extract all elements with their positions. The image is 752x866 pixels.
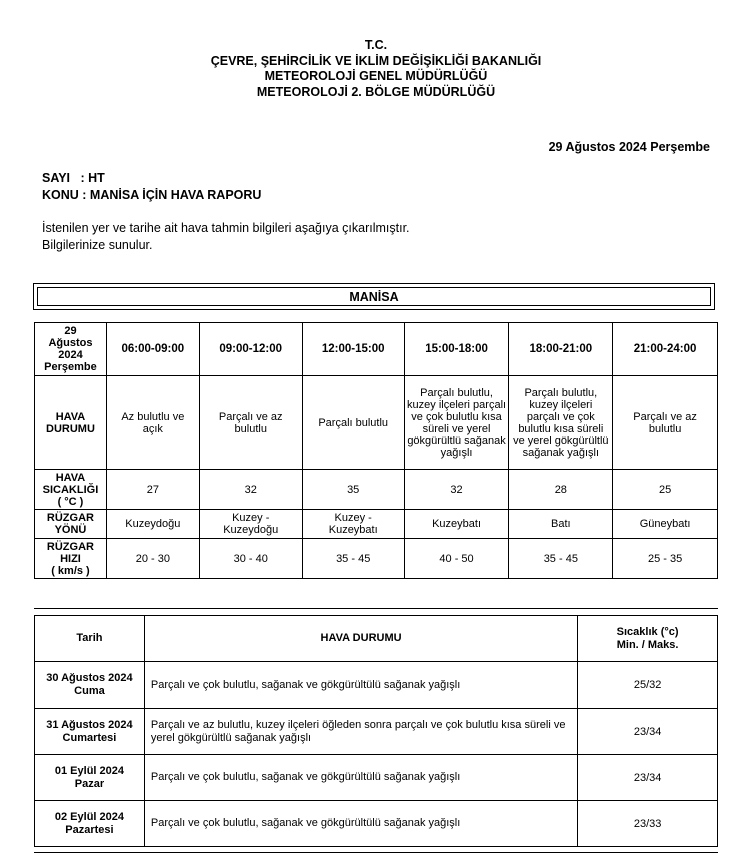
weather-description: Parçalı ve çok bulutlu, sağanak ve gökgürültülü sağanak yağışlı [144, 755, 577, 801]
table-row [35, 470, 718, 510]
wind-dir-cell: Kuzeydoğu [106, 510, 199, 539]
period-header: 06:00-09:00 [106, 323, 199, 376]
wind-dir-cell: Kuzeybatı [404, 510, 509, 539]
table-row [35, 616, 718, 662]
sayi-line: SAYI : HT [42, 171, 105, 185]
wind-speed-row-label [35, 539, 107, 579]
day-text: Cuma [74, 685, 105, 697]
header-line-directorate: METEOROLOJİ GENEL MÜDÜRLÜĞÜ [264, 69, 488, 83]
day-text: Cumartesi [62, 731, 117, 744]
temp-range: 23/33 [578, 801, 718, 847]
wind-dir-row-label [35, 510, 107, 539]
date-cell [35, 801, 145, 847]
weather-cell: Parçalı bulutlu [302, 376, 404, 470]
weather-cell: Az bulutlu ve açık [106, 376, 199, 470]
intro-text [42, 220, 410, 254]
table-row [35, 662, 718, 709]
label-line: DURUMU [46, 422, 95, 435]
intro-line-1: İstenilen yer ve tarihe ait hava tahmin bilgileri aşağıya çıkarılmıştır. [42, 221, 410, 235]
label-line: ( km/s ) [51, 564, 90, 577]
section-divider [34, 608, 718, 609]
date-column-header: Tarih [35, 616, 145, 662]
corner-month: Ağustos [48, 337, 93, 349]
date-text: 30 Ağustos 2024 [46, 672, 133, 684]
label-line: HAVA [55, 471, 86, 484]
header-line-regional: METEOROLOJİ 2. BÖLGE MÜDÜRLÜĞÜ [256, 84, 496, 99]
temp-cell: 35 [302, 470, 404, 510]
corner-year: 2024 [58, 349, 83, 361]
date-cell [35, 755, 145, 801]
header-line-tc: T.C. [364, 38, 388, 52]
weather-cell: Parçalı ve az bulutlu [613, 376, 718, 470]
temp-cell: 25 [613, 470, 718, 510]
period-header: 21:00-24:00 [613, 323, 718, 376]
weather-cell: Parçalı bulutlu, kuzey ilçeleri parçalı ve çok bulutlu kısa süreli ve yerel gökgürültlü sağanak yağışlı [509, 376, 613, 470]
weather-row-label [35, 376, 107, 470]
table-row [35, 510, 718, 539]
wind-speed-cell: 20 - 30 [106, 539, 199, 579]
weather-description: Parçalı ve çok bulutlu, sağanak ve gökgürültülü sağanak yağışlı [144, 662, 577, 709]
weather-column-header: HAVA DURUMU [144, 616, 577, 662]
date-cell [35, 662, 145, 709]
wind-speed-cell: 25 - 35 [613, 539, 718, 579]
daily-forecast-table [34, 615, 718, 847]
city-title: MANİSA [37, 287, 711, 306]
date-text: 01 Eylül 2024 [54, 764, 124, 777]
temp-header-line: Sıcaklık (°c) [616, 625, 679, 638]
temp-range: 25/32 [578, 662, 718, 709]
weather-cell: Parçalı ve az bulutlu [199, 376, 302, 470]
hourly-forecast-table [34, 322, 718, 579]
city-title-box [33, 283, 715, 310]
label-line: RÜZGAR [46, 512, 94, 524]
temp-cell: 32 [199, 470, 302, 510]
wind-dir-cell: Güneybatı [613, 510, 718, 539]
temp-range: 23/34 [578, 755, 718, 801]
label-line: ( °C ) [57, 495, 84, 508]
weather-description: Parçalı ve çok bulutlu, sağanak ve gökgürültülü sağanak yağışlı [144, 801, 577, 847]
period-header: 15:00-18:00 [404, 323, 509, 376]
label-line: YÖNÜ [54, 524, 87, 536]
header-line-ministry: ÇEVRE, ŞEHİRCİLİK VE İKLİM DEĞİŞİKLİĞİ BAKANLIĞI [210, 53, 542, 68]
label-line: SICAKLIĞI [42, 483, 99, 496]
konu-line: KONU : MANİSA İÇİN HAVA RAPORU [42, 188, 262, 202]
table-row [35, 539, 718, 579]
corner-weekday: Perşembe [44, 361, 97, 373]
intro-line-2: Bilgilerinize sunulur. [42, 238, 153, 252]
date-text: 02 Eylül 2024 [54, 810, 124, 823]
table-row [35, 709, 718, 755]
bottom-divider [34, 852, 718, 853]
label-line: RÜZGAR [46, 540, 94, 553]
period-header: 18:00-21:00 [509, 323, 613, 376]
temp-cell: 28 [509, 470, 613, 510]
date-cell [35, 709, 145, 755]
corner-date-cell [35, 323, 107, 376]
label-line: HIZI [60, 552, 81, 565]
wind-speed-cell: 35 - 45 [302, 539, 404, 579]
table-row [35, 801, 718, 847]
temp-cell: 27 [106, 470, 199, 510]
temp-column-header [578, 616, 718, 662]
table-row [35, 323, 718, 376]
weather-description: Parçalı ve az bulutlu, kuzey ilçeleri öğleden sonra parçalı ve çok bulutlu kısa süreli ve yerel gökgürültlü sağanak yağışlı [144, 709, 577, 755]
period-header: 12:00-15:00 [302, 323, 404, 376]
temp-header-line: Min. / Maks. [616, 638, 679, 651]
wind-dir-cell: Kuzey - Kuzeybatı [302, 510, 404, 539]
document-header [0, 38, 752, 100]
table-row [35, 755, 718, 801]
temp-row-label [35, 470, 107, 510]
wind-speed-cell: 40 - 50 [404, 539, 509, 579]
wind-dir-cell: Kuzey - Kuzeydoğu [199, 510, 302, 539]
day-text: Pazar [74, 777, 105, 790]
wind-speed-cell: 35 - 45 [509, 539, 613, 579]
temp-cell: 32 [404, 470, 509, 510]
label-line: HAVA [55, 410, 86, 423]
period-header: 09:00-12:00 [199, 323, 302, 376]
corner-day: 29 [64, 325, 77, 337]
weather-cell: Parçalı bulutlu, kuzey ilçeleri parçalı ve çok bulutlu kısa süreli ve yerel gökgürültlü sağanak yağışlı [404, 376, 509, 470]
report-date: 29 Ağustos 2024 Perşembe [548, 140, 710, 154]
day-text: Pazartesi [65, 823, 114, 836]
temp-range: 23/34 [578, 709, 718, 755]
wind-speed-cell: 30 - 40 [199, 539, 302, 579]
wind-dir-cell: Batı [509, 510, 613, 539]
date-text: 31 Ağustos 2024 [46, 718, 133, 731]
table-row [35, 376, 718, 470]
